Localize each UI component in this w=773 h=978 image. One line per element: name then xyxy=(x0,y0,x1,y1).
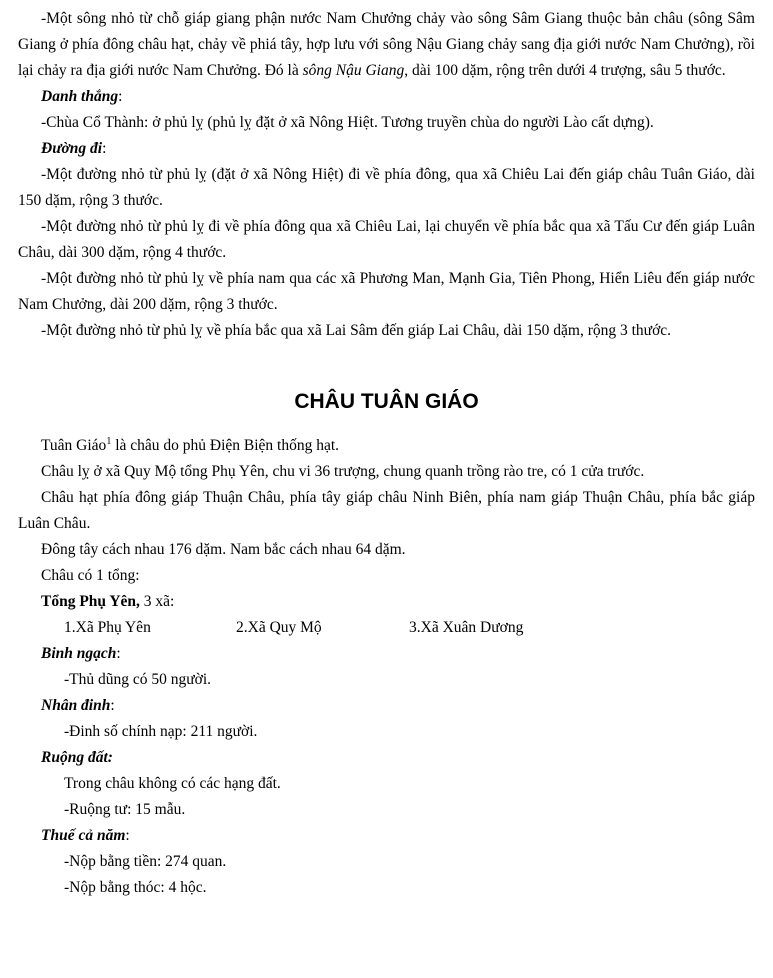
river-text-end: , dài 100 dặm, rộng trên dưới 4 trượng, sâu 5 thước. xyxy=(404,62,726,79)
footnote-marker: 1 xyxy=(106,435,112,447)
info-paragraph: Châu lỵ ở xã Quy Mộ tổng Phụ Yên, chu vi 36 trượng, chung quanh trồng rào tre, có 1 cửa trước. xyxy=(41,463,645,480)
tong-heading: Tổng Phụ Yên, 3 xã: xyxy=(41,593,175,610)
river-name-italic: sông Nậu Giang xyxy=(302,62,405,79)
ruong-dat-heading: Ruộng đất: xyxy=(41,749,113,766)
section-title: CHÂU TUÂN GIÁO xyxy=(294,390,479,413)
info-paragraph: Đông tây cách nhau 176 dặm. Nam bắc cách nhau 64 dặm. xyxy=(41,541,406,558)
info-paragraph: Châu hạt phía đông giáp Thuận Châu, phía tây giáp châu Ninh Biên, phía nam giáp Thuận Châu, phía bắc giáp Luân Châu. xyxy=(18,489,755,532)
danh-thang-heading: Danh thắng: xyxy=(41,88,123,105)
road-item: -Một đường nhỏ từ phủ lỵ về phía bắc qua xã Lai Sâm đến giáp Lai Châu, dài 150 dặm, rộng 3 thước. xyxy=(41,322,672,339)
thue-heading: Thuế cả năm: xyxy=(41,827,130,844)
nhan-dinh-item: -Đinh số chính nạp: 211 người. xyxy=(64,723,258,740)
ruong-dat-item: Trong châu không có các hạng đất. xyxy=(64,775,281,792)
xa-item: 3.Xã Xuân Dương xyxy=(409,619,524,636)
road-item: -Một đường nhỏ từ phủ lỵ (đặt ở xã Nông Hiệt) đi về phía đông, qua xã Chiêu Lai đến giáp châu Tuân Giáo, dài 150 dặm, rộng 3 thước. xyxy=(18,166,755,209)
road-item: -Một đường nhỏ từ phủ lỵ về phía nam qua các xã Phương Man, Mạnh Gia, Tiên Phong, Hiển Liêu đến giáp nước Nam Chưởng, dài 200 dặm, rộng 3 thước. xyxy=(18,270,755,313)
thue-item: -Nộp bằng thóc: 4 hộc. xyxy=(64,879,207,896)
xa-item: 2.Xã Quy Mộ xyxy=(236,619,322,636)
duong-di-heading: Đường đi: xyxy=(41,140,107,157)
river-paragraph xyxy=(18,6,755,84)
nhan-dinh-heading: Nhân đinh: xyxy=(41,697,115,714)
danh-thang-item: -Chùa Cổ Thành: ở phủ lỵ (phủ lỵ đặt ở xã Nông Hiệt. Tương truyền chùa do người Lào cất dựng). xyxy=(41,114,654,131)
thue-item: -Nộp bằng tiền: 274 quan. xyxy=(64,853,227,870)
xa-list xyxy=(18,615,755,641)
road-item: -Một đường nhỏ từ phủ lỵ đi về phía đông qua xã Chiêu Lai, lại chuyển về phía bắc qua xã Tấu Cư đến giáp Luân Châu, dài 300 dặm, rộng 4 thước. xyxy=(18,218,755,261)
intro-paragraph: Tuân Giáo$^1$ là châu do phủ Điện Biện thống hạt. xyxy=(41,435,340,454)
binh-ngach-item: -Thủ dũng có 50 người. xyxy=(64,671,212,688)
info-paragraph: Châu có 1 tổng: xyxy=(41,567,140,584)
document-page xyxy=(18,6,755,901)
xa-item: 1.Xã Phụ Yên xyxy=(64,619,151,636)
ruong-dat-item: -Ruộng tư: 15 mẫu. xyxy=(64,801,186,818)
binh-ngach-heading: Binh ngạch: xyxy=(41,645,121,662)
river-text: -Một sông nhỏ từ chỗ giáp giang phận nước Nam Chưởng chảy vào sông Sâm Giang thuộc bản châu (sông Sâm Giang ở phía đông châu hạt, chảy về phiá tây, hợp lưu với sông Nậu Giang chảy sang địa giới nước Nam Chưởng), rồi lại chảy ra địa giới nước Nam Chưởng. Đó là xyxy=(18,10,755,79)
